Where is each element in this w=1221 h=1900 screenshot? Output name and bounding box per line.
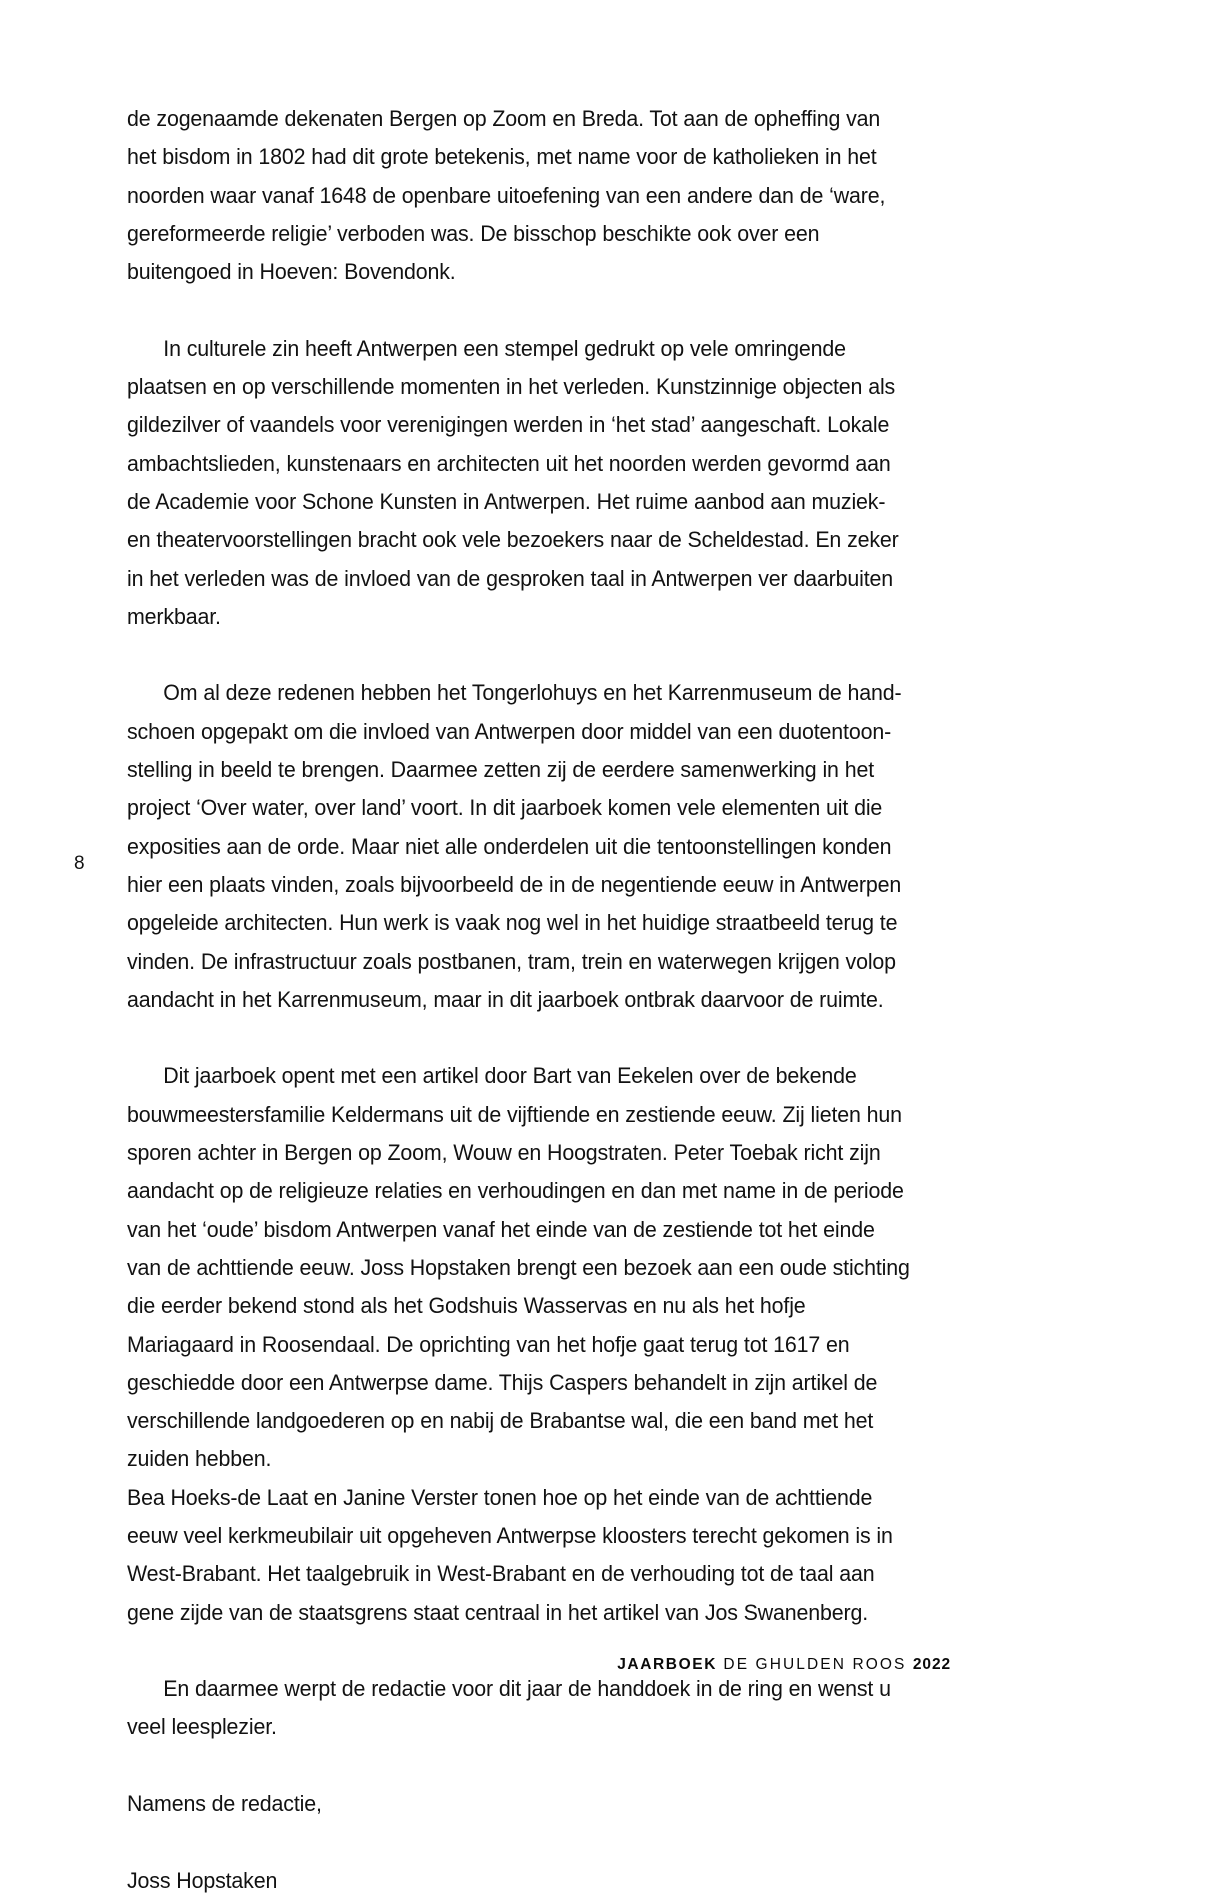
footer-year: 2022 <box>912 1656 951 1673</box>
running-footer <box>127 1655 951 1675</box>
signature-name: Joss Hopstaken <box>127 1867 278 1893</box>
paragraph-2: In culturele zin heeft Antwerpen een stempel gedrukt op vele omringende plaatsen en op verschillende momenten in het verleden. Kunstzinnige objecten als gildezilver of vaandels voor verenigingen werden in ‘het stad’ aangeschaft. Lokale ambachtslieden, kunstenaars en architecten uit het noorden werden gevormd aan de Academie voor Schone Kunsten in Antwerpen. Het ruime aanbod aan muziek- en theatervoorstellingen bracht ook vele bezoekers naar de Scheldestad. En zeker in het verleden was de invloed van de gesproken taal in Antwerpen ver daarbuiten merkbaar. <box>127 335 905 629</box>
footer-title-bold: JAARBOEK <box>617 1656 717 1673</box>
body-text-column <box>127 100 951 1900</box>
paragraph-1: de zogenaamde dekenaten Bergen op Zoom en Breda. Tot aan de opheffing van het bisdom in 1802 had dit grote betekenis, met name voor de katholieken in het noorden waar vanaf 1648 de openbare uitoefening van een andere dan de ‘ware, gereformeerde religie’ verboden was. De bisschop beschikte ook over een buitengoed in Hoeven: Bovendonk. <box>127 106 892 285</box>
paragraph-3: Om al deze redenen hebben het Tongerlohuys en het Karrenmuseum de hand-schoen opgepakt om die invloed van Antwerpen door middel van een duotentoon-stelling in beeld te brengen. Daarmee zetten zij de eerdere samenwerking in het project ‘Over water, over land’ voort. In dit jaarboek komen vele elementen uit die exposities aan de orde. Maar niet alle onderdelen uit die tentoonstellingen konden hier een plaats vinden, zoals bijvoorbeeld de in de negentiende eeuw in Antwerpen opgeleide architecten. Hun werk is vaak nog wel in het huidige straatbeeld terug te vinden. De infrastructuur zoals postbanen, tram, trein en waterwegen krijgen volop aandacht in het Karrenmuseum, maar in dit jaarboek ontbrak daarvoor de ruimte. <box>127 680 908 1012</box>
paragraph-6: En daarmee werpt de redactie voor dit jaar de handdoek in de ring en wenst u veel leesplezier. <box>127 1676 897 1740</box>
paragraph-5: Bea Hoeks-de Laat en Janine Verster tonen hoe op het einde van de achttiende eeuw veel kerkmeubilair uit opgeheven Antwerpse kloosters terecht gekomen is in West-Brabant. Het taalgebruik in West-Brabant en de verhouding tot de taal aan gene zijde van de staatsgrens staat centraal in het artikel van Jos Swanenberg. <box>127 1484 899 1625</box>
signature-salutation: Namens de redactie, <box>127 1791 322 1817</box>
page-number: 8 <box>74 853 85 874</box>
paragraph-4: Dit jaarboek opent met een artikel door Bart van Eekelen over de bekende bouwmeestersfamilie Keldermans uit de vijftiende en zestiende eeuw. Zij lieten hun sporen achter in Bergen op Zoom, Wouw en Hoogstraten. Peter Toebak richt zijn aandacht op de religieuze relaties en verhoudingen en dan met name in de periode van het ‘oude’ bisdom Antwerpen vanaf het einde van de zestiende tot het einde van de achttiende eeuw. Joss Hopstaken brengt een bezoek aan een oude stichting die eerder bekend stond als het Godshuis Wasservas en nu als het hofje Mariagaard in Roosendaal. De oprichting van het hofje gaat terug tot 1617 en geschiedde door een Antwerpse dame. Thijs Caspers behandelt in zijn artikel de verschillende landgoederen op en nabij de Brabantse wal, die een band met het zuiden hebben. <box>127 1063 916 1472</box>
footer-title-rest: DE GHULDEN ROOS <box>717 1656 913 1673</box>
